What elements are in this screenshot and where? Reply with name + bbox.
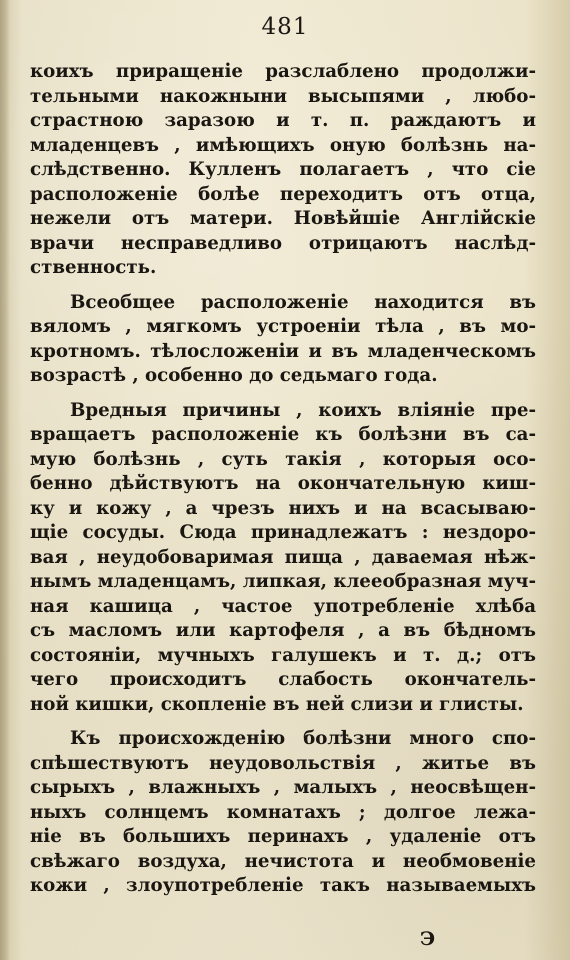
text-line: нымъ младенцамъ, липкая, клееобразная муч- (30, 571, 536, 592)
text-line: мую болѣзнь , суть такія , которыя осо- (30, 448, 536, 470)
text-line: состояніи, мучныхъ галушекъ и т. д.; отъ (30, 644, 536, 666)
text-line: свѣжаго воздуха, нечистота и необмовеніе (30, 850, 536, 872)
text-line: страстною заразою и т. п. раждаютъ и (30, 110, 536, 131)
text-line: Всеобщее расположеніе находится въ (70, 291, 536, 313)
paragraph-gap (30, 281, 536, 291)
page-text-body (30, 60, 536, 899)
paragraph-4 (30, 727, 536, 899)
text-line: ку и кожу , а чрезъ нихъ и на всасываю- (30, 497, 536, 519)
text-line: возрастѣ , особенно до седьмаго года. (30, 365, 438, 386)
text-line: щіе сосуды. Сюда принадлежатъ : нездоро- (30, 522, 536, 543)
text-line: съ масломъ или картофеля , а въ бѣдномъ (30, 620, 536, 641)
text-line: кротномъ. тѣлосложеніи и въ младенческомъ (30, 340, 536, 362)
text-line: ной кишки, скопленіе въ ней слизи и глисты. (30, 693, 524, 715)
text-line: ныхъ солнцемъ комнатахъ ; долгое лежа- (30, 801, 536, 823)
text-line: сырыхъ , влажныхъ , малыхъ , неосвѣщен- (30, 777, 536, 798)
text-line: кожи , злоупотребленіе такъ называемыхъ (30, 875, 536, 896)
text-line: ственность. (30, 257, 157, 278)
text-line: бенно дѣйствуютъ на окончательную киш- (30, 473, 536, 494)
text-line: коихъ приращеніе разслаблено продолжи- (30, 61, 536, 82)
paragraph-2 (30, 291, 536, 389)
text-line: ніе въ большихъ перинахъ , удаленіе отъ (30, 826, 536, 847)
text-line: тельными накожныни высыпями , любо- (30, 85, 536, 107)
text-line: вая , неудобоваримая пища , даваемая нѣж- (30, 546, 536, 568)
text-line: слѣдственно. Кулленъ полагаетъ , что сіе (30, 159, 536, 180)
text-line: спѣшествуютъ неудовольствія , житье въ (30, 752, 536, 774)
catchword-signature: Э (420, 928, 436, 950)
text-line: младенцевъ , имѣющихъ оную болѣзнь на- (30, 134, 536, 156)
text-line: вяломъ , мягкомъ устроеніи тѣла , въ мо- (30, 316, 536, 337)
page-spine-shadow (0, 0, 10, 960)
paragraph-gap (30, 717, 536, 727)
text-line: врачи несправедливо отрицаютъ наслѣд- (30, 232, 536, 254)
text-line: нежели отъ матери. Новѣйшіе Англійскіе (30, 208, 536, 229)
text-line: Вредныя причины , коихъ вліяніе пре- (70, 399, 536, 421)
text-line: вращаетъ расположеніе къ болѣзни въ са- (30, 424, 536, 445)
text-line: расположеніе болѣе переходитъ отъ отца, (30, 183, 536, 205)
paragraph-gap (30, 389, 536, 399)
paragraph-1 (30, 60, 536, 281)
page-number: 481 (261, 14, 309, 40)
text-line: Къ происхожденію болѣзни много спо- (70, 728, 536, 749)
text-line: чего происходитъ слабость окончатель- (30, 669, 536, 690)
text-line: ная кашица , частое употребленіе хлѣба (30, 595, 536, 617)
paragraph-3 (30, 399, 536, 718)
